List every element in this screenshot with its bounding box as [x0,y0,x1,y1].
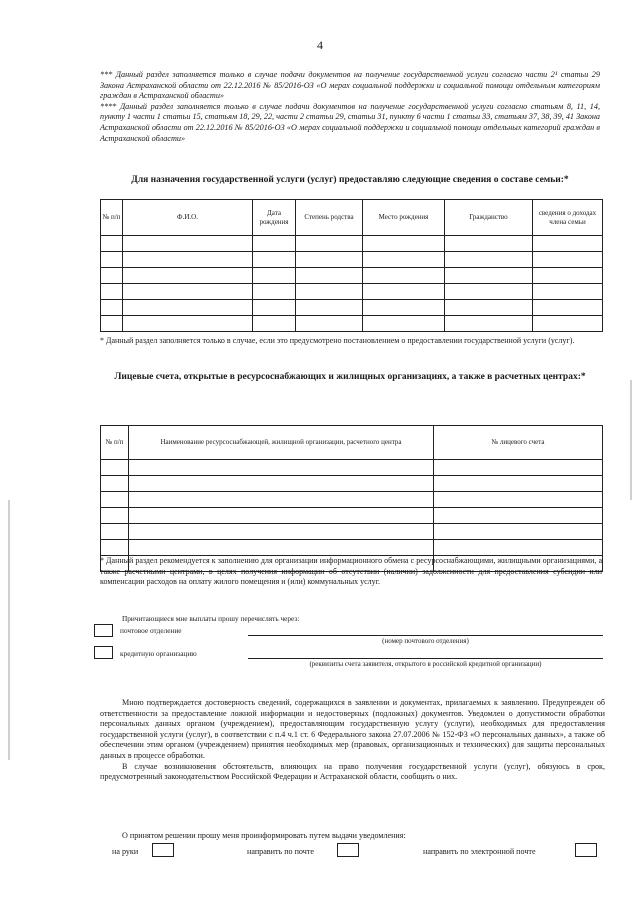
table-cell[interactable] [123,236,253,252]
accounts-header-row [101,426,603,460]
table-cell[interactable] [101,316,123,332]
payment-intro: Причитающиеся мне выплаты прошу перечислять через: [122,614,300,623]
table-cell[interactable] [129,540,434,556]
table-cell[interactable] [123,284,253,300]
table-cell[interactable] [129,508,434,524]
table-cell[interactable] [363,236,445,252]
table-cell[interactable] [253,268,296,284]
table-cell[interactable] [445,300,533,316]
table-cell[interactable] [533,252,603,268]
table-row [101,508,603,524]
table-row [101,492,603,508]
table-row [101,284,603,300]
family-col-citizenship: Гражданство [445,200,533,236]
table-cell[interactable] [296,284,363,300]
family-col-birthplace: Место рождения [363,200,445,236]
table-cell[interactable] [101,524,129,540]
accounts-table [100,425,603,572]
table-cell[interactable] [101,300,123,316]
table-row [101,268,603,284]
inform-email-checkbox[interactable] [575,843,597,857]
table-cell[interactable] [296,252,363,268]
scan-edge-left [8,500,10,760]
table-cell[interactable] [101,492,129,508]
table-cell[interactable] [363,252,445,268]
table-cell[interactable] [296,268,363,284]
table-cell[interactable] [129,460,434,476]
table-cell[interactable] [123,300,253,316]
table-cell[interactable] [533,284,603,300]
inform-hand-label: на руки [112,847,139,856]
table-row [101,316,603,332]
credit-account-field[interactable] [248,646,603,659]
inform-hand-checkbox[interactable] [152,843,174,857]
table-cell[interactable] [123,252,253,268]
table-row [101,524,603,540]
table-cell[interactable] [445,236,533,252]
table-cell[interactable] [253,236,296,252]
scan-edge-right [630,380,632,500]
table-cell[interactable] [296,236,363,252]
table-row [101,476,603,492]
table-cell[interactable] [434,524,603,540]
family-footnote: * Данный раздел заполняется только в случае, если это предусмотрено постановлением о предоставлении государственной услуги (услуг). [100,336,575,345]
table-cell[interactable] [101,268,123,284]
table-cell[interactable] [445,268,533,284]
notes-block [100,70,600,144]
accounts-col-num: № п/п [101,426,129,460]
inform-post-checkbox[interactable] [337,843,359,857]
table-cell[interactable] [101,476,129,492]
table-cell[interactable] [101,236,123,252]
accounts-heading: Лицевые счета, открытые в ресурсоснабжающих и жилищных организациях, а также в расчетных центрах:* [114,372,586,382]
table-cell[interactable] [129,524,434,540]
table-row [101,540,603,556]
credit-account-caption: (реквизиты счета заявителя, открытого в российской кредитной организации) [309,660,542,668]
table-cell[interactable] [445,252,533,268]
table-cell[interactable] [123,316,253,332]
table-cell[interactable] [253,316,296,332]
family-col-num: № п/п [101,200,123,236]
declaration-text [100,698,605,783]
table-cell[interactable] [123,268,253,284]
table-cell[interactable] [129,492,434,508]
table-cell[interactable] [434,540,603,556]
credit-org-checkbox[interactable] [94,646,113,659]
inform-email-label: направить по электронной почте [423,847,536,856]
table-cell[interactable] [363,284,445,300]
family-table [100,199,603,332]
post-office-caption: (номер почтового отделения) [382,637,469,645]
credit-org-label: кредитную организацию [120,649,197,658]
table-row [101,300,603,316]
table-cell[interactable] [533,316,603,332]
table-cell[interactable] [296,316,363,332]
table-cell[interactable] [296,300,363,316]
family-col-relation: Степень родства [296,200,363,236]
table-cell[interactable] [253,284,296,300]
family-heading: Для назначения государственной услуги (услуг) предоставляю следующие сведения о составе семьи:* [131,175,569,185]
accounts-col-org: Наименование ресурсоснабжающей, жилищной организации, расчетного центра [129,426,434,460]
table-cell[interactable] [363,300,445,316]
table-cell[interactable] [363,316,445,332]
declaration-paragraph: Мною подтверждается достоверность сведений, содержащихся в заявлении и документах, прилагаемых к заявлению. Предупрежден об ответственности за предоставление ложной информации и недостоверных (подложных) документов. Уведомлен о допустимости обработки персональных данных органом (учреждением), предоставляющим государственную услугу (услуги), необходимых для предоставления государственной услуги (услуг), в соответствии с п.4 ч.1 ст. 6 Федерального закона 27.07.2006 № 152-ФЗ «О персональных данных», а также об обеспечении этим органом (учреждением) принятия необходимых мер (правовых, организационных и технических) для защиты персональных данных в процессе обработки. [100,698,605,760]
table-cell[interactable] [101,540,129,556]
table-cell[interactable] [129,476,434,492]
family-col-income: сведения о доходах члена семьи [533,200,603,236]
table-cell[interactable] [253,300,296,316]
table-cell[interactable] [363,268,445,284]
post-office-number-field[interactable] [248,623,603,636]
table-cell[interactable] [101,284,123,300]
inform-post-label: направить по почте [247,847,314,856]
table-cell[interactable] [533,300,603,316]
accounts-col-account: № лицевого счета [434,426,603,460]
obligation-paragraph: В случае возникновения обстоятельств, влияющих на право получения государственной услуги (услуг), обязуюсь в срок, предусмотренный законодательством Российской Федерации и Астраханской области, сообщить о них. [100,761,605,782]
table-cell[interactable] [434,460,603,476]
table-cell[interactable] [434,476,603,492]
table-cell[interactable] [101,252,123,268]
table-cell[interactable] [434,492,603,508]
table-cell[interactable] [434,508,603,524]
table-cell[interactable] [445,316,533,332]
table-row [101,252,603,268]
table-cell[interactable] [445,284,533,300]
inform-intro: О принятом решении прошу меня проинформировать путем выдачи уведомления: [122,831,406,840]
table-cell[interactable] [101,460,129,476]
table-row [101,236,603,252]
post-office-checkbox[interactable] [94,624,113,637]
page-number: 4 [317,38,323,52]
family-col-birthdate: Дата рождения [253,200,296,236]
table-cell[interactable] [101,508,129,524]
table-cell[interactable] [533,236,603,252]
note-triple-star: *** Данный раздел заполняется только в случае подачи документов на получение государственной услуги согласно части 2¹ статьи 29 Закона Астраханской области от 22.12.2016 № 85/2016-ОЗ «О мерах социальной поддержки и социальной помощи отдельным категориям граждан в Астраханской области» [100,70,600,101]
note-quad-star: **** Данный раздел заполняется только в случае подачи документов на получение государственной услуги согласно статьям 8, 11, 14, пункту 1 части 1 статьи 15, статьям 18, 29, 22, части 2 статьи 29, статьи 31, пункту 6 части 1 статьи 33, статьям 37, 38, 39, 41 Закона Астраханской области от 22.12.2016 № 85/2016-ОЗ «О мерах социальной поддержки и социальной помощи отдельных категорий граждан в Астраханской области» [100,101,600,143]
accounts-footnote: * Данный раздел рекомендуется к заполнению для организации информационного обмена с ресурсоснабжающими, жилищными организациями, а также расчетными центрами, в целях получения информации об отсутствии (наличии) задолженности для предоставления субсидии или компенсации расходов на оплату жилого помещения и (или) коммунальных услуг. [100,556,602,586]
family-header-row [101,200,603,236]
table-cell[interactable] [533,268,603,284]
post-office-label: почтовое отделение [120,626,182,635]
table-cell[interactable] [253,252,296,268]
table-row [101,460,603,476]
family-col-name: Ф.И.О. [123,200,253,236]
